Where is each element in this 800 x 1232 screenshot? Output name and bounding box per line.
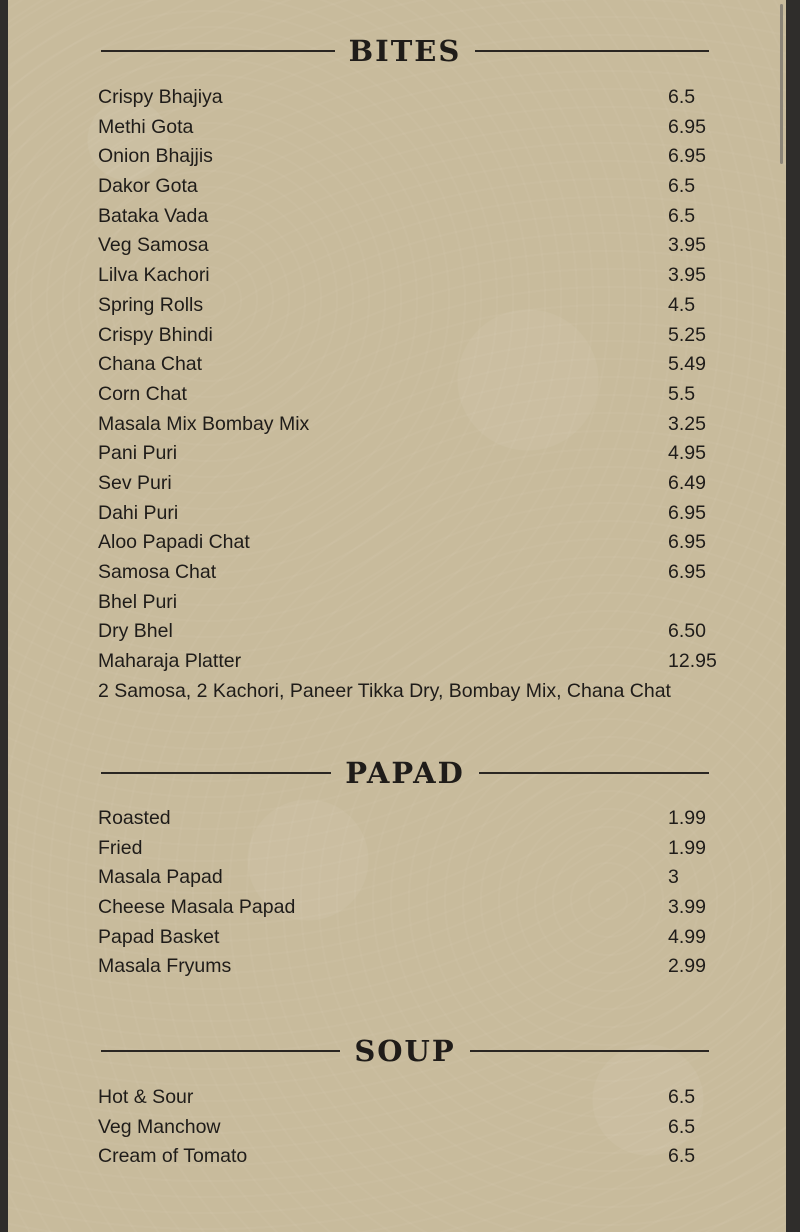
menu-item-name: Crispy Bhindi — [98, 323, 213, 346]
menu-page — [8, 0, 786, 1232]
header-rule-right — [470, 1050, 709, 1052]
menu-item-name: Roasted — [98, 807, 171, 829]
menu-item-price: 6.95 — [668, 115, 706, 138]
header-rule-right — [475, 50, 709, 52]
menu-item — [98, 893, 718, 923]
menu-item-name: Samosa Chat — [98, 561, 217, 583]
menu-item-price: 12.95 — [668, 650, 717, 673]
menu-item — [98, 410, 718, 440]
menu-item-price: 6.5 — [668, 204, 696, 227]
menu-item — [98, 617, 718, 647]
section-header-bites — [101, 33, 709, 69]
menu-item-price: 6.95 — [668, 145, 706, 168]
menu-item-price: 6.5 — [668, 175, 696, 198]
bites-list — [98, 83, 718, 677]
menu-item-name: Fried — [98, 836, 143, 859]
section-title-bites: BITES — [348, 34, 462, 68]
menu-item — [98, 350, 718, 380]
menu-item-price: 6.50 — [668, 620, 706, 643]
menu-item — [98, 1083, 718, 1113]
menu-item — [98, 1113, 718, 1143]
section-title-papad: PAPAD — [345, 756, 465, 790]
menu-item-name: Cheese Masala Papad — [98, 896, 296, 919]
menu-item-price: 2.99 — [668, 955, 706, 978]
menu-item-price: 3.99 — [668, 896, 706, 919]
menu-item — [98, 321, 718, 351]
papad-list — [98, 804, 718, 982]
menu-item — [98, 1142, 718, 1172]
menu-item-price: 3 — [668, 866, 679, 889]
header-rule-left — [101, 1050, 340, 1052]
menu-item-name: Corn Chat — [98, 382, 187, 405]
scrollbar[interactable] — [780, 4, 783, 164]
header-rule-left — [101, 772, 331, 774]
menu-item-name: Bataka Vada — [98, 204, 209, 227]
menu-item — [98, 499, 718, 529]
menu-item-name: Veg Samosa — [98, 234, 209, 257]
menu-item-price: 1.99 — [668, 807, 706, 829]
menu-item — [98, 142, 718, 172]
menu-item — [98, 558, 718, 588]
section-header-papad — [101, 755, 709, 791]
menu-item-price: 1.99 — [668, 836, 706, 859]
menu-item — [98, 202, 718, 232]
menu-item-name: Chana Chat — [98, 353, 203, 376]
menu-item-name: Masala Mix Bombay Mix — [98, 412, 310, 435]
menu-item — [98, 952, 718, 982]
menu-item — [98, 588, 718, 618]
menu-item-price: 6.5 — [668, 1086, 696, 1108]
menu-item-price: 4.5 — [668, 293, 696, 316]
menu-item-price: 6.5 — [668, 1145, 696, 1168]
menu-item-name: Cream of Tomato — [98, 1145, 248, 1168]
menu-item — [98, 863, 718, 893]
menu-item — [98, 469, 718, 499]
header-rule-left — [101, 50, 335, 52]
menu-item-price: 6.95 — [668, 561, 706, 583]
menu-item-name: Dry Bhel — [98, 620, 173, 643]
menu-item-name: Dahi Puri — [98, 501, 179, 524]
menu-item-name: Papad Basket — [98, 925, 220, 948]
menu-item — [98, 923, 718, 953]
menu-item-name: Onion Bhajjis — [98, 145, 213, 168]
menu-item — [98, 647, 718, 677]
menu-item-name: Dakor Gota — [98, 175, 198, 198]
menu-item-name: Veg Manchow — [98, 1115, 221, 1138]
header-rule-right — [479, 772, 709, 774]
menu-item — [98, 231, 718, 261]
menu-item-price: 5.5 — [668, 382, 696, 405]
menu-item — [98, 291, 718, 321]
menu-item-name: Maharaja Platter — [98, 650, 242, 673]
menu-item-name: Bhel Puri — [98, 590, 178, 613]
menu-item-name: Lilva Kachori — [98, 264, 210, 287]
menu-item-price: 6.95 — [668, 531, 706, 554]
menu-item-price: 4.95 — [668, 442, 706, 465]
menu-item — [98, 439, 718, 469]
menu-item — [98, 804, 718, 834]
menu-item-price: 3.25 — [668, 412, 706, 435]
menu-item — [98, 172, 718, 202]
menu-item-name: Masala Papad — [98, 866, 223, 889]
menu-item-name: Aloo Papadi Chat — [98, 531, 250, 554]
menu-item — [98, 261, 718, 291]
menu-item-price: 3.95 — [668, 264, 706, 287]
menu-item-price: 3.95 — [668, 234, 706, 257]
menu-item-price: 6.5 — [668, 86, 696, 108]
menu-item-name: Spring Rolls — [98, 293, 204, 316]
menu-item — [98, 834, 718, 864]
menu-item-price: 4.99 — [668, 925, 706, 948]
menu-item — [98, 380, 718, 410]
menu-item-price: 6.95 — [668, 501, 706, 524]
menu-item-name: Masala Fryums — [98, 955, 232, 978]
menu-item-name: Pani Puri — [98, 442, 178, 465]
menu-item-price: 6.5 — [668, 1115, 696, 1138]
menu-item-name: Crispy Bhajiya — [98, 86, 223, 108]
section-header-soup — [101, 1033, 709, 1069]
soup-list — [98, 1083, 718, 1172]
menu-item — [98, 113, 718, 143]
menu-item — [98, 528, 718, 558]
menu-item-name: Hot & Sour — [98, 1086, 194, 1108]
menu-item — [98, 83, 718, 113]
section-title-soup: SOUP — [354, 1034, 456, 1068]
menu-item-price: 5.49 — [668, 353, 706, 376]
menu-item-name: Sev Puri — [98, 471, 172, 494]
menu-item-name: Methi Gota — [98, 115, 194, 138]
menu-item-price: 6.49 — [668, 471, 706, 494]
menu-item-price: 5.25 — [668, 323, 706, 346]
maharaja-platter-description: 2 Samosa, 2 Kachori, Paneer Tikka Dry, Bombay Mix, Chana Chat — [98, 680, 671, 702]
